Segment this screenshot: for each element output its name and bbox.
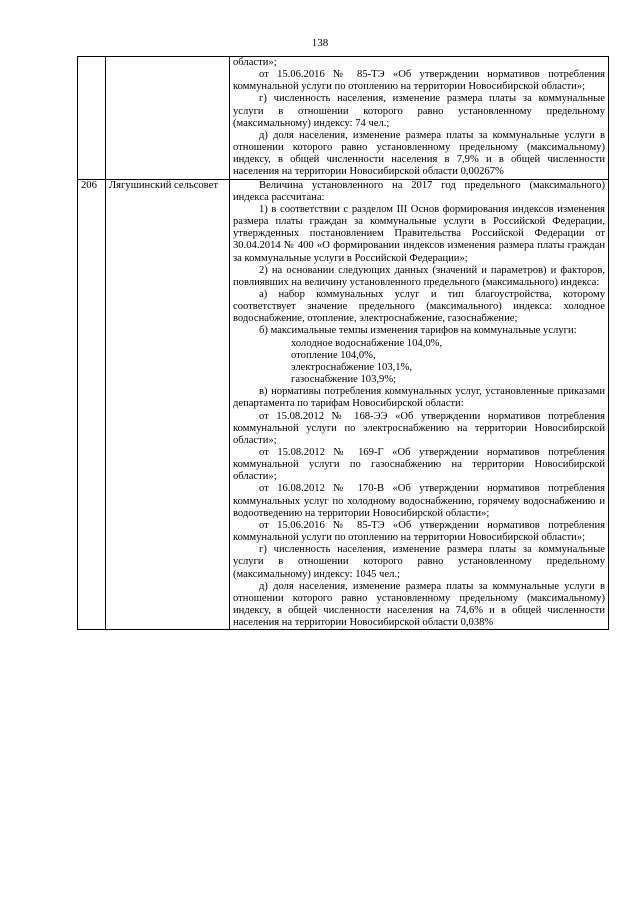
- tariff-item: холодное водоснабжение 104,0%,: [291, 337, 443, 349]
- tariff-item: газоснабжение 103,9%;: [291, 374, 397, 386]
- table-row: [78, 57, 609, 180]
- paragraph: б) максимальные темпы изменения тарифов на коммунальные услуги:: [259, 325, 577, 337]
- paragraph: от 15.06.2016 № 85-ТЭ «Об утверждении нормативов потребления коммунальной услуги по отоплению на территории Новосибирской области»;: [233, 519, 605, 544]
- table-row: [78, 179, 609, 630]
- paragraph: г) численность населения, изменение размера платы за коммунальные услуги в отношении которого равно установленному предельному (максимальному) индексу: 1045 чел.;: [233, 544, 605, 580]
- page-number: 138: [311, 37, 329, 49]
- paragraph: от 15.06.2016 № 85-ТЭ «Об утверждении нормативов потребления коммунальной услуги по отоплению на территории Новосибирской области»;: [233, 69, 605, 93]
- municipality-name-cell: Лягушинский сельсовет: [106, 179, 230, 630]
- tariff-item: отопление 104,0%,: [291, 349, 376, 361]
- paragraph: г) численность населения, изменение размера платы за коммунальные услуги в отношении которого равно установленному предельному (максимальному) индексу: 74 чел.;: [233, 93, 605, 129]
- paragraph: от 16.08.2012 № 170-В «Об утверждении нормативов потребления коммунальных услуг по холодному водоснабжению, горячему водоснабжению и водоотведению на территории Новосибирской области»;: [233, 483, 605, 519]
- paragraph: области»;: [233, 57, 277, 68]
- paragraph: а) набор коммунальных услуг и тип благоустройства, которому соответствует значение предельного (максимального) индекса: холодное водоснабжение, отопление, электроснабжение, газоснабжение;: [233, 288, 605, 325]
- paragraph: Величина установленного на 2017 год предельного (максимального) индекса рассчитана:: [233, 179, 605, 203]
- tariff-index-table: [77, 56, 609, 630]
- tariff-item: электроснабжение 103,1%,: [291, 361, 413, 373]
- municipality-name-cell: [106, 57, 230, 180]
- row-number-cell: 206: [78, 179, 106, 630]
- justification-cell: [230, 57, 609, 180]
- paragraph: д) доля населения, изменение размера платы за коммунальные услуги в отношении которого равно установленному предельному (максимальному) индексу, в общей численности населения на 74,6% и в общей численности населения на территории Новосибирской области 0,038%: [233, 580, 605, 629]
- paragraph: д) доля населения, изменение размера платы за коммунальные услуги в отношении которого равно установленному предельному (максимальному) индексу, в общей численности населения в 7,9% и в общей численности населения на территории Новосибирской области 0,00267%: [233, 129, 605, 178]
- paragraph: в) нормативы потребления коммунальных услуг, установленные приказами департамента по тарифам Новосибирской области:: [233, 386, 605, 410]
- paragraph: от 15.08.2012 № 168-ЭЭ «Об утверждении нормативов потребления коммунальной услуги по электроснабжению на территории Новосибирской области»;: [233, 410, 605, 446]
- row-number-cell: [78, 57, 106, 180]
- paragraph: от 15.08.2012 № 169-Г «Об утверждении нормативов потребления коммунальной услуги по газоснабжению на территории Новосибирской области»;: [233, 447, 605, 483]
- paragraph: 1) в соответствии с разделом III Основ формирования индексов изменения размера платы граждан за коммунальные услуги в Российской Федерации, утвержденных постановлением Правительства Российской Федерации от 30.04.2014 № 400 «О формировании индексов изменения размера платы граждан за коммунальные услуги в Российской Федерации»;: [233, 203, 605, 264]
- paragraph: 2) на основании следующих данных (значений и параметров) и факторов, повлиявших на величину установленного предельного (максимального) индекса:: [233, 264, 605, 288]
- justification-cell: [230, 179, 609, 630]
